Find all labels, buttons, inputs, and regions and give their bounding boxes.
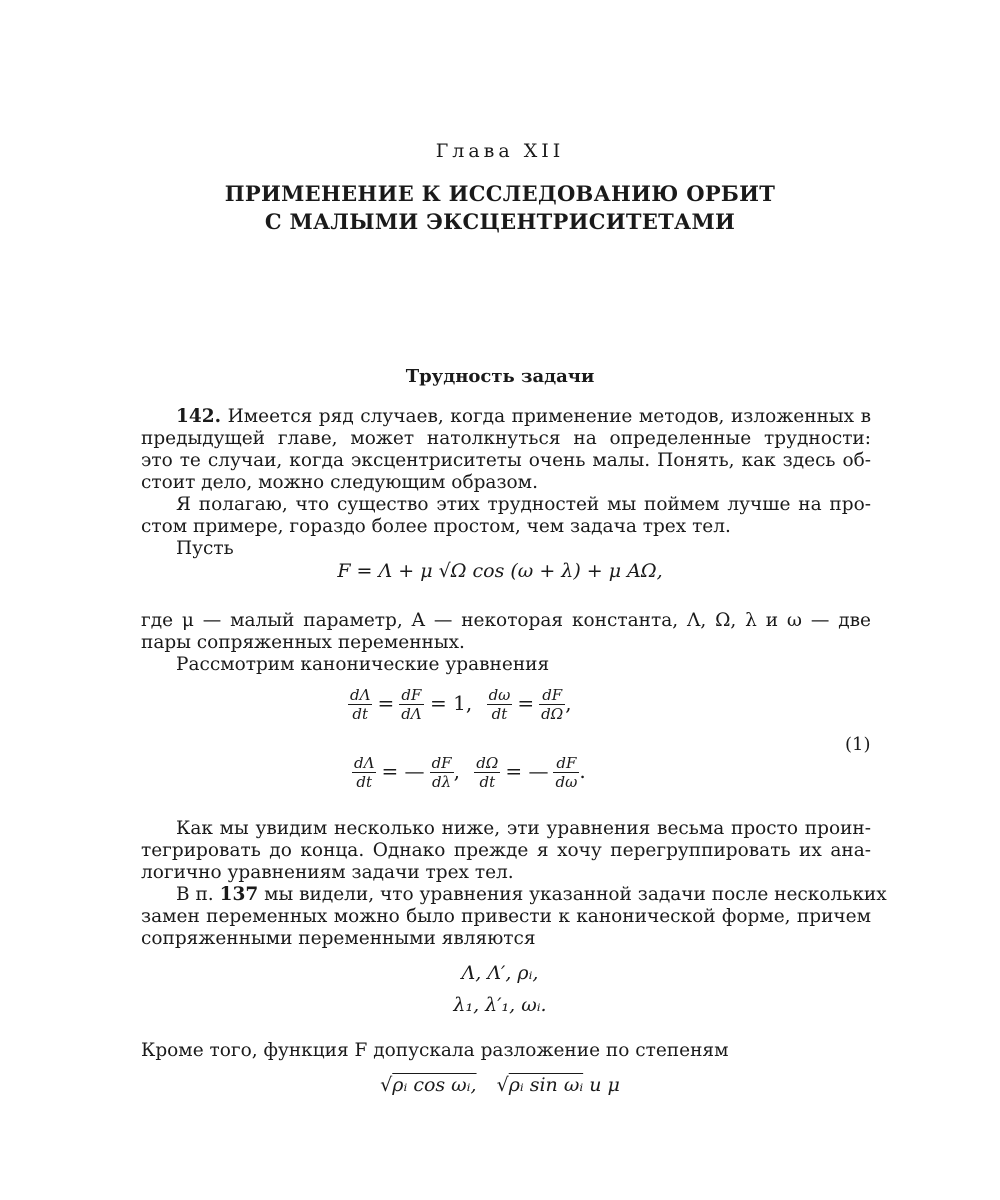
paragraph-let: Пусть: [176, 538, 234, 559]
paragraph-6-line-2: тегрировать до конца. Однако прежде я хочу перегруппировать их ана-: [141, 840, 871, 861]
expansion-term: ρᵢ sin ωᵢ: [508, 1074, 584, 1096]
denominator: dt: [491, 705, 508, 723]
paragraph-8: Кроме того, функция F допускала разложение по степеням: [141, 1040, 729, 1061]
fraction: [553, 754, 579, 791]
paragraph-142-line-3: это те случаи, когда эксцентриситеты очень малы. Понять, как здесь об-: [141, 450, 871, 471]
numerator: dF: [399, 686, 423, 705]
paragraph-7-line-2: замен переменных можно было привести к канонической форме, причем: [141, 906, 871, 927]
text-span: Имеется ряд случаев, когда применение методов, изложенных в: [221, 406, 871, 427]
numerator: dF: [539, 686, 565, 705]
paragraph-6-line-1: Как мы увидим несколько ниже, эти уравнения весьма просто проин-: [176, 818, 871, 839]
fraction: [352, 754, 376, 791]
numerator: dF: [553, 754, 579, 773]
denominator: dΩ: [541, 705, 564, 723]
paragraph-number: 142.: [176, 406, 222, 427]
paragraph-2-line-1: Я полагаю, что существо этих трудностей мы поймем лучше на про-: [176, 494, 871, 515]
paragraph-6-line-3: логично уравнениям задачи трех тел.: [141, 862, 514, 883]
denominator: dλ: [432, 773, 452, 791]
paragraph-7-line-1: [176, 884, 887, 905]
fraction: [487, 686, 513, 723]
paragraph-4-line-1: где μ — малый параметр, A — некоторая константа, Λ, Ω, λ и ω — две: [141, 610, 871, 631]
chapter-title-line-1: ПРИМЕНЕНИЕ К ИССЛЕДОВАНИЮ ОРБИТ: [224, 181, 776, 206]
numerator: dΛ: [354, 754, 375, 772]
fraction: [430, 754, 454, 791]
expansion-term: и μ: [583, 1074, 620, 1096]
fraction: [399, 686, 423, 723]
chapter-title: [0, 180, 1000, 236]
variables-line-2: λ₁, λ′₁, ωᵢ.: [453, 994, 547, 1016]
numerator: dF: [431, 754, 452, 772]
equation-expansion: [0, 1074, 1000, 1096]
variables-line-1: Λ, Λ′, ρᵢ,: [461, 962, 539, 984]
expansion-term: ρᵢ cos ωᵢ,: [392, 1074, 477, 1096]
numerator: dΩ: [476, 754, 499, 772]
chapter-heading: Глава XII: [435, 140, 565, 162]
paragraph-5: Рассмотрим канонические уравнения: [176, 654, 550, 675]
paragraph-4-line-2: пары сопряженных переменных.: [141, 632, 465, 653]
text-span: В п.: [176, 884, 220, 905]
paragraph-142-line-4: стоит дело, можно следующим образом.: [141, 472, 538, 493]
numerator: dω: [488, 686, 511, 704]
numerator: dΛ: [350, 686, 371, 704]
denominator: dt: [352, 705, 369, 723]
denominator: dt: [479, 773, 496, 791]
section-heading: Трудность задачи: [405, 366, 595, 387]
equals-one: = 1,: [430, 691, 473, 715]
chapter-title-line-2: С МАЛЫМИ ЭКСЦЕНТРИСИТЕТАМИ: [264, 209, 736, 234]
paragraph-142-line-2: предыдущей главе, может натолкнуться на определенные трудности:: [141, 428, 871, 449]
paragraph-142-line-1: [176, 406, 871, 427]
equation-F: F = Λ + μ √Ω cos (ω + λ) + μ AΩ,: [337, 560, 663, 582]
text-span: мы видели, что уравнения указанной задачи после нескольких: [258, 884, 887, 905]
fraction: [348, 686, 372, 723]
equation-1-row-1: $\frac{d\Lambda}{dt}$ = $\frac{dF}{d\Lambda}$ = 1, $\frac{d\omega}{dt}$ = $\frac{dF}{d\Omega}$ ,: [350, 686, 572, 723]
paragraph-7-line-3: сопряженными переменными являются: [141, 928, 536, 949]
denominator: dt: [356, 773, 373, 791]
fraction: [539, 686, 565, 723]
equation-number: (1): [845, 734, 871, 755]
sqrt-icon: √: [496, 1074, 509, 1096]
fraction: [474, 754, 500, 791]
denominator: dω: [555, 773, 578, 791]
paragraph-2-line-2: стом примере, гораздо более простом, чем задача трех тел.: [141, 516, 731, 537]
section-reference: 137: [219, 884, 259, 905]
sqrt-icon: √: [380, 1074, 393, 1096]
denominator: dΛ: [401, 705, 422, 723]
equation-1-row-2: $\frac{d\Lambda}{dt}$ = — $\frac{dF}{d\lambda}$ , $\frac{d\Omega}{dt}$ = — $\frac{dF}{d\omega}$ .: [354, 754, 586, 791]
